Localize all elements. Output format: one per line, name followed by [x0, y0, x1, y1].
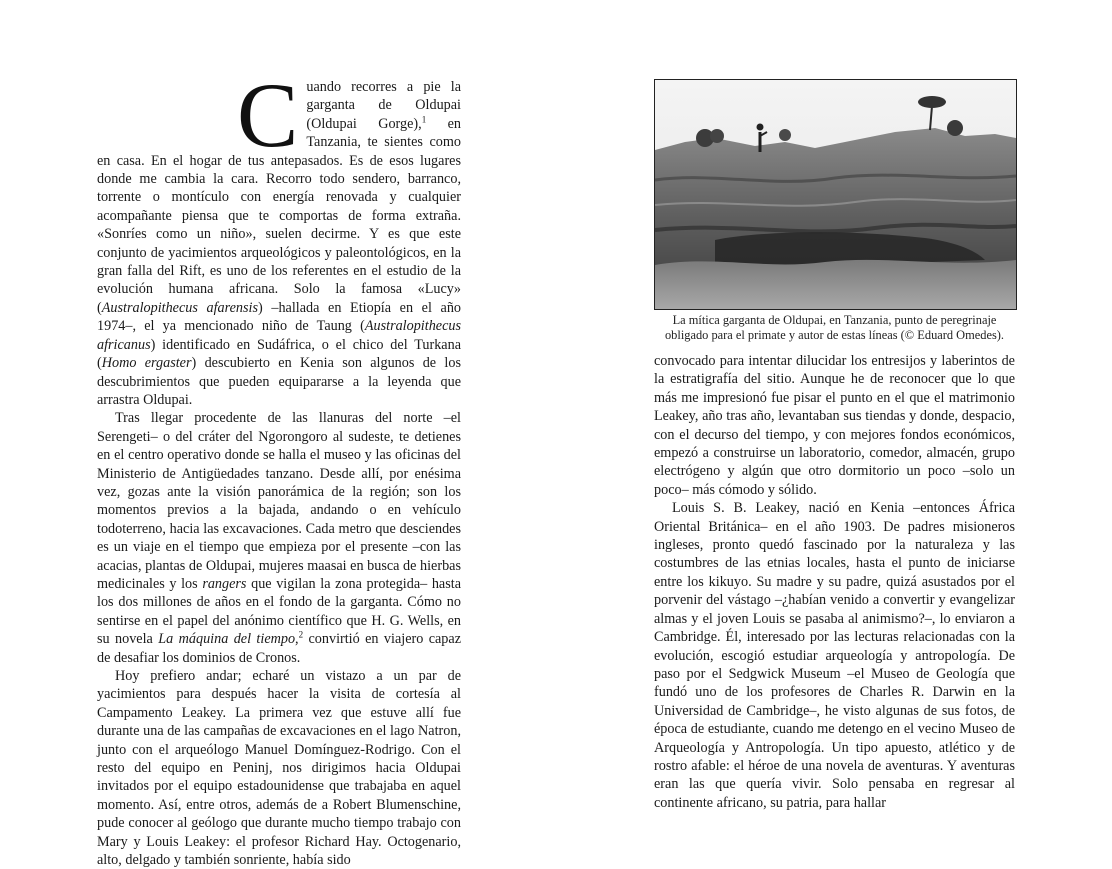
p1-italic-species-2: Australopithecus africanus: [97, 318, 461, 353]
p2-mid: que vigilan la zona protegida– hasta los dos millones de años en el fondo de la garganta. Cómo no sentirse en el papel del anónimo científico que H. G. Wells, en su novela: [97, 575, 461, 648]
p1-opening: uando recorres a pie la garganta de Oldupai (Oldupai Gorge),: [306, 79, 461, 132]
p2-italic-rangers: rangers: [202, 575, 247, 592]
footnote-ref-1[interactable]: 1: [421, 114, 427, 125]
right-text-column: [654, 352, 1015, 812]
right-page: [556, 0, 1112, 843]
gorge-photo: [654, 79, 1017, 310]
right-paragraph-2: Louis S. B. Leakey, nació en Kenia –entonces África Oriental Británica– en el año 1903. De padres misioneros ingleses, pronto quedó fascinado por la naturaleza y las costumbres de las etnias locales, hasta el punto de iniciarse entre los kikuyo. Su madre y su padre, quizá asustados por el porvenir del vástago –¿habían venido a convertir y evangelizar almas y el joven Louis se pasaba al animismo?–, lo enviaron a Cambridge. Él, interesado por las lecturas relacionadas con la evolución, escogió estudiar arqueología y antropología. De paso por el Sedgwick Museum –el Museo de Geología que fundó uno de los profesores de Charles R. Darwin en la Universidad de Cambridge–, he visto algunas de sus fotos, de época de estudiante, cuando me detengo en el vecino Museo de Arqueología y Antropología. Un tipo apuesto, atlético y de rostro afable: el héroe de una novela de aventuras. Y aventuras eran las que quería vivir. Solo pensaba en regresar al continente africano, su patria, para hallar: [654, 500, 1015, 811]
p1-mid-1: ) –hallada en Etiopía en el año 1974–, el ya mencionado niño de Taung (: [97, 299, 462, 335]
p1-after-note: en Tanzania, te sientes como en casa. En el hogar de tus antepasados. Es de esos lugares donde me cambia la cara. Recorro todo sendero, barranco, torrente o montículo con energía renovada y cualquier acompañante piensa que te comportas de forma extraña. «Sonríes como un niño», suelen decirme. Y es que este conjunto de yacimientos arqueológicos y paleontológicos, en la gran falla del Rift, es uno de los referentes en el estudio de la evolución humana africana. Solo la famosa «Lucy» (: [97, 115, 461, 316]
p2-end: convirtió en viajero capaz de desafiar los dominios de Cronos.: [97, 631, 461, 666]
p1-italic-species-1: Australopithecus afarensis: [101, 299, 259, 316]
paragraph-2: Tras llegar procedente de las llanuras del norte –el Serengeti– o del cráter del Ngorongoro al sudeste, te detienes en el centro operativo donde se halla el museo y las oficinas del Ministerio de Antigüedades tanzano. Desde allí, por enésima vez, gozas ante la visión panorámica de la región; son los momentos previos a la bajada, andando o en vehículo todoterreno, hacia las excavaciones. Cada metro que desciendes es un viaje en el tiempo que empieza por el presente –con las acacias, plantas de Oldupai, mujeres maasai en busca de hierbas medicinales y los rangers que vigilan la zona protegida– hasta los dos millones de años en el fondo de la garganta. Cómo no sentirse en el papel del anónimo científico que H. G. Wells, en su novela La máquina del tiempo,$^2$ convirtió en viajero capaz de desafiar los dominios de Cronos.: [97, 410, 461, 666]
right-paragraph-1: convocado para intentar dilucidar los entresijos y laberintos de la estratigrafía del sitio. Aunque he de reconocer que lo que más me impresionó fue pisar el punto en el que el matrimonio Leakey, año tras año, levantaban sus tiendas y donde, despacio, con el decurso del tiempo, y con mejores fondos económicos, empezó a construirse un laboratorio, comedor, almacén, grupo electrógeno y algún que otro dormitorio un poco –solo un poco– más cómodo y sólido.: [654, 353, 1015, 498]
footnote-ref-2[interactable]: 2: [298, 629, 304, 640]
p1-mid-2: ) identificado en Sudáfrica, o el chico del Turkana (: [97, 336, 461, 372]
p2-italic-novel-title: La máquina del tiempo: [158, 631, 296, 648]
photo-caption: La mítica garganta de Oldupai, en Tanzania, punto de peregrinaje obligado para el primate y autor de estas líneas (© Eduard Omedes).: [664, 313, 1005, 342]
paragraph-3: Hoy prefiero andar; echaré un vistazo a un par de yacimientos para después hacer la visita de cortesía al Campamento Leakey. La primera vez que estuve allí fue durante una de las campañas de excavaciones en el lago Natron, junto con el arqueólogo Manuel Domínguez-Rodrigo. Con el resto del equipo en Peninj, nos dirigimos hacia Oldupai invitados por el equipo estadounidense que trabajaba en aquel momento. Así, entre otros, además de a Robert Blumenschine, pude conocer al geólogo que durante mucho tiempo trabajo con Mary y Louis Leakey: el profesor Richard Hay. Octogenario, alto, delgado y también sonriente, había sido: [97, 668, 461, 869]
paragraph-1: [97, 64, 462, 409]
p2-start: Tras llegar procedente de las llanuras del norte –el Serengeti– o del cráter del Ngorongoro al sudeste, te detienes en el centro operativo donde se halla el museo y las oficinas del Ministerio de Antigüedades tanzano. Desde allí, por enésima vez, gozas ante la visión panorámica de la región; son los momentos previos a la bajada, andando o en vehículo todoterreno, hacia las excavaciones. Cada metro que desciendes es un viaje en el tiempo que empieza por el presente –con las acacias, plantas de Oldupai, mujeres maasai en busca de hierbas medicinales y los: [97, 410, 461, 592]
gorge-photo-image: [655, 80, 1016, 309]
p1-end: ) descubierto en Kenia son algunos de los descubrimientos que pueden equipararse a la leyenda que arrastra Oldupai.: [97, 355, 461, 408]
left-text-column: [97, 64, 462, 869]
p1-italic-species-3: Homo ergaster: [101, 355, 192, 372]
drop-cap: C: [237, 64, 299, 166]
